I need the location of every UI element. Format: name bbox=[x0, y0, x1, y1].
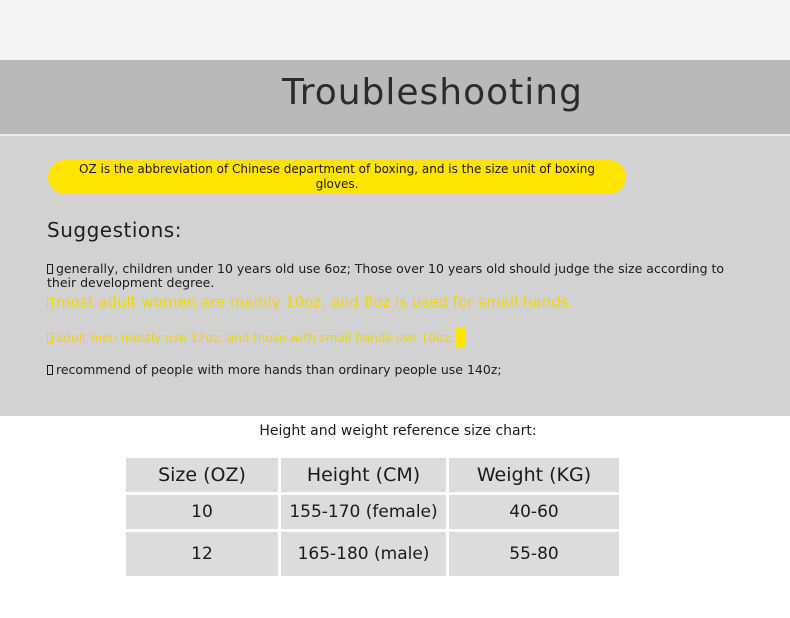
suggestion-text: recommend of people with more hands than ordinary people use 140z; bbox=[56, 362, 502, 377]
suggestion-text: adult men mostly use 12oz, and those with small hands use 10oz; bbox=[56, 331, 454, 345]
cell-height: 165-180 (male) bbox=[281, 532, 446, 576]
suggestion-text: most adult women are mainly 10oz, and 8oz is used for small hands. bbox=[56, 293, 574, 311]
header-weight: Weight (KG) bbox=[449, 458, 619, 492]
header-size: Size (OZ) bbox=[126, 458, 278, 492]
table-row bbox=[126, 532, 619, 576]
oz-definition-text: OZ is the abbreviation of Chinese department of boxing, and is the size unit of boxing gloves. bbox=[79, 162, 595, 191]
page-title: Troubleshooting bbox=[282, 72, 583, 113]
bullet-box-icon bbox=[47, 264, 53, 274]
bullet-box-icon bbox=[47, 365, 53, 375]
suggestion-item bbox=[47, 295, 573, 309]
suggestion-item bbox=[47, 328, 465, 348]
cell-weight: 55-80 bbox=[449, 532, 619, 576]
header-height: Height (CM) bbox=[281, 458, 446, 492]
suggestion-text: generally, children under 10 years old use 6oz; Those over 10 years old should judge the size according to their development degree. bbox=[47, 261, 725, 290]
suggestion-item bbox=[47, 363, 502, 377]
cell-size: 10 bbox=[126, 495, 278, 529]
suggestion-item bbox=[47, 262, 747, 290]
cell-height: 155-170 (female) bbox=[281, 495, 446, 529]
bullet-box-icon bbox=[47, 333, 53, 343]
top-strip bbox=[0, 0, 790, 60]
cell-size: 12 bbox=[126, 532, 278, 576]
header-band bbox=[0, 60, 790, 136]
bullet-box-icon bbox=[47, 298, 53, 308]
cell-weight: 40-60 bbox=[449, 495, 619, 529]
highlight-mark bbox=[455, 328, 465, 348]
table-row bbox=[126, 495, 619, 529]
table-header-row bbox=[126, 458, 619, 492]
content-panel bbox=[0, 136, 790, 416]
size-chart-table bbox=[123, 455, 622, 579]
size-chart-caption: Height and weight reference size chart: bbox=[259, 423, 537, 439]
oz-definition-banner bbox=[48, 160, 626, 194]
suggestions-heading: Suggestions: bbox=[47, 218, 182, 242]
